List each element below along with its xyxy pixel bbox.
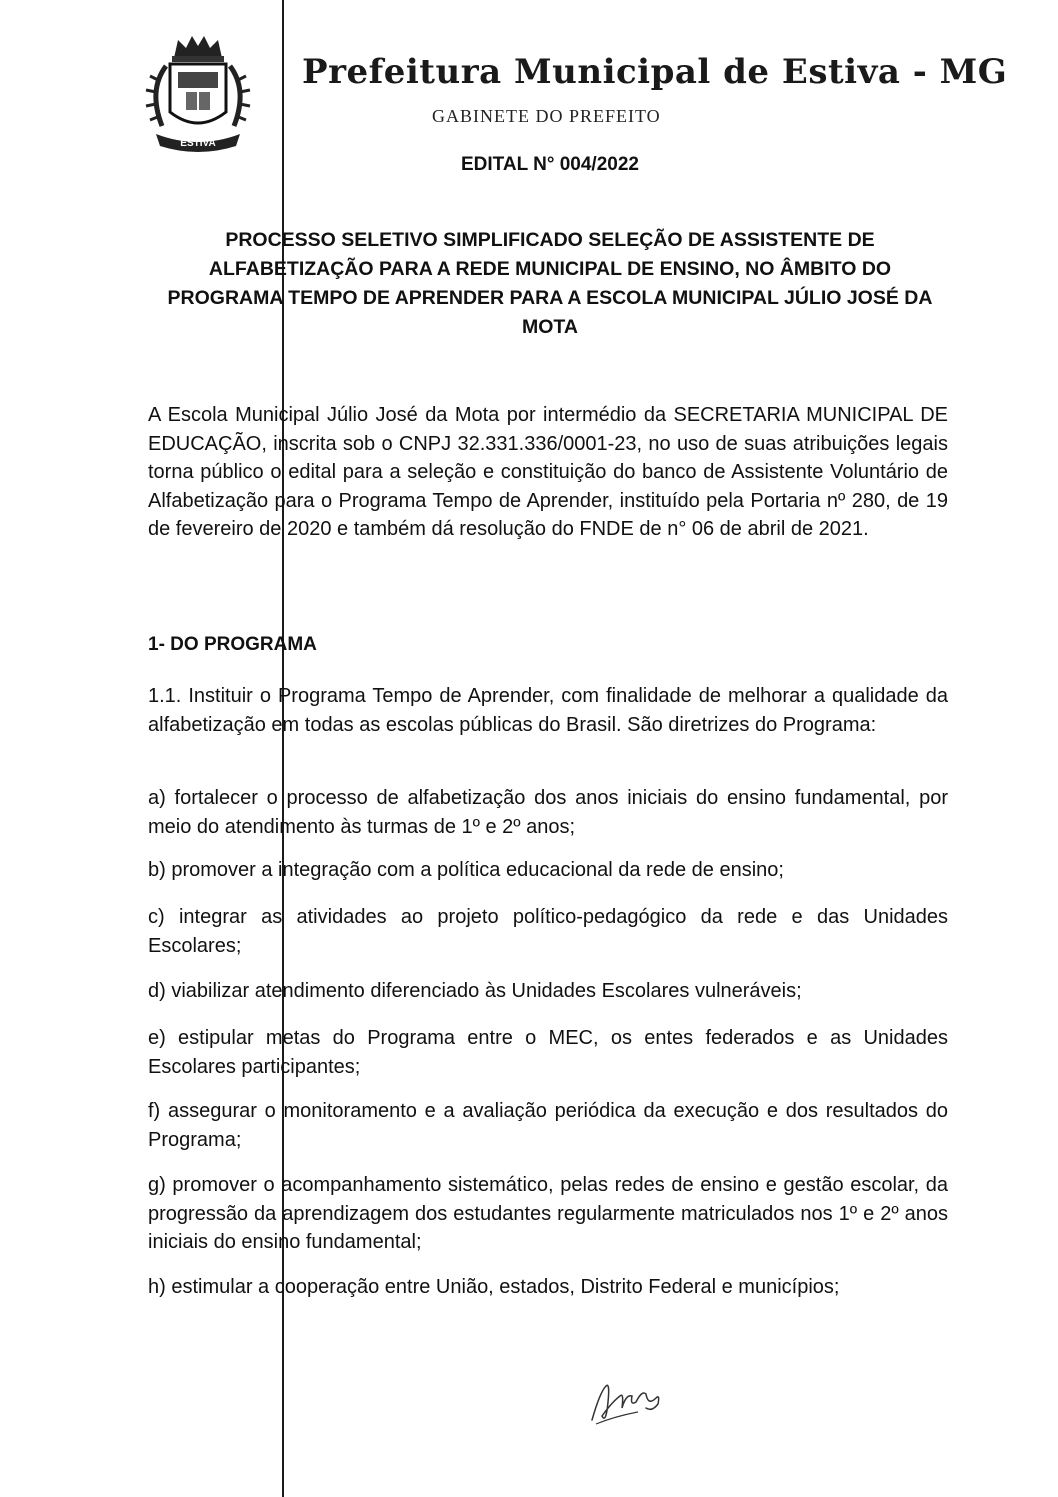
- list-item-g: g) promover o acompanhamento sistemático, pelas redes de ensino e gestão escolar, da progressão da aprendizagem dos estudantes regularmente matriculados nos 1º e 2º anos iniciais do ensino fundamental;: [148, 1174, 948, 1253]
- list-item-b: b) promover a integração com a política educacional da rede de ensino;: [148, 859, 784, 881]
- process-title: PROCESSO SELETIVO SIMPLIFICADO SELEÇÃO DE ASSISTENTE DE ALFABETIZAÇÃO PARA A REDE MUNICIPAL DE ENSINO, NO ÂMBITO DO PROGRAMA TEMPO DE APRENDER PARA A ESCOLA MUNICIPAL JÚLIO JOSÉ DA MOTA: [167, 229, 933, 338]
- list-item-c: c) integrar as atividades ao projeto político-pedagógico da rede e das Unidades Escolares;: [148, 906, 948, 957]
- section-paragraph: 1.1. Instituir o Programa Tempo de Aprender, com finalidade de melhorar a qualidade da alfabetização em todas as escolas públicas do Brasil. São diretrizes do Programa:: [148, 685, 948, 736]
- intro-paragraph: A Escola Municipal Júlio José da Mota por intermédio da SECRETARIA MUNICIPAL DE EDUCAÇÃO, inscrita sob o CNPJ 32.331.336/0001-23, no uso de suas atribuições legais torna público o edital para a seleção e constituição do banco de Assistente Voluntário de Alfabetização para o Programa Tempo de Aprender, instituído pela Portaria nº 280, de 19 de fevereiro de 2020 e também dá resolução do FNDE de n° 06 de abril de 2021.: [148, 404, 948, 540]
- page-header-title: Prefeitura Municipal de Estiva - MG: [302, 52, 1008, 92]
- municipal-crest-logo: [136, 30, 261, 155]
- signature-initials: [586, 1372, 666, 1432]
- list-item-e: e) estipular metas do Programa entre o MEC, os entes federados e as Unidades Escolares participantes;: [148, 1027, 948, 1078]
- section-heading: 1- DO PROGRAMA: [148, 634, 317, 655]
- list-item-a: a) fortalecer o processo de alfabetização dos anos iniciais do ensino fundamental, por meio do atendimento às turmas de 1º e 2º anos;: [148, 787, 948, 838]
- page-header-subtitle: GABINETE DO PREFEITO: [432, 106, 661, 126]
- svg-text:ESTIVA: ESTIVA: [180, 138, 216, 149]
- list-item-h: h) estimular a cooperação entre União, estados, Distrito Federal e municípios;: [148, 1276, 840, 1298]
- edital-number: EDITAL N° 004/2022: [461, 154, 639, 175]
- list-item-f: f) assegurar o monitoramento e a avaliação periódica da execução e dos resultados do Programa;: [148, 1100, 948, 1151]
- list-item-d: d) viabilizar atendimento diferenciado às Unidades Escolares vulneráveis;: [148, 980, 802, 1002]
